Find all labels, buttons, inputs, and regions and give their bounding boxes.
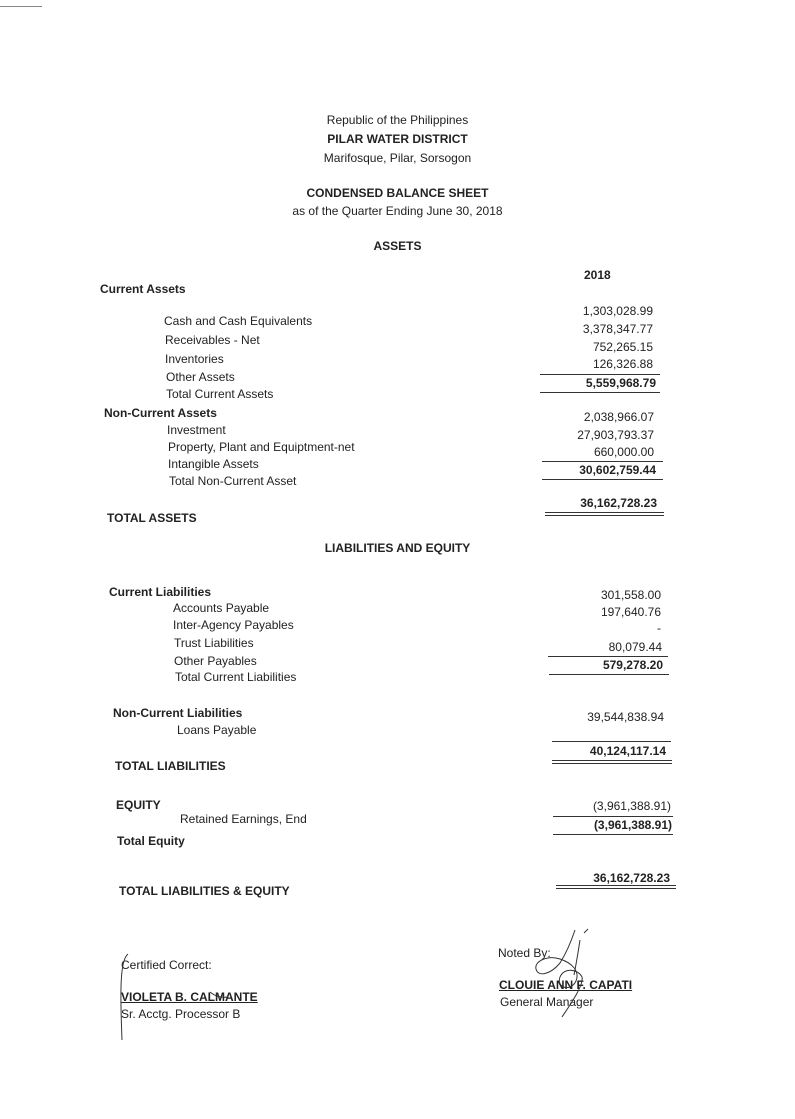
certified-signature-bracket	[110, 950, 260, 1045]
total-double-rule	[552, 760, 672, 764]
liability-value-trust: -	[657, 621, 661, 635]
asset-value-receivables: 3,378,347.77	[582, 322, 653, 336]
asset-value-ppe: 27,903,793.37	[577, 428, 654, 442]
subtotal-rule	[540, 374, 660, 375]
subtotal-rule	[553, 816, 673, 817]
total-current-assets-label: Total Current Assets	[166, 387, 274, 401]
noncurrent-liabilities-heading: Non-Current Liabilities	[113, 706, 243, 720]
subtotal-rule	[548, 656, 668, 657]
certified-signatory-title: Sr. Acctg. Processor B	[121, 1007, 241, 1021]
total-noncurrent-assets-value: 30,602,759.44	[579, 463, 656, 477]
org-name: PILAR WATER DISTRICT	[327, 132, 468, 146]
total-liabilities-value: 40,124,117.14	[589, 744, 666, 758]
total-equity-label: Total Equity	[117, 834, 185, 848]
year-header: 2018	[584, 268, 611, 282]
certified-signatory-name: VIOLETA B. CALMANTE	[121, 990, 258, 1004]
asset-label-receivables: Receivables - Net	[165, 333, 260, 347]
total-current-liabilities-label: Total Current Liabilities	[175, 670, 297, 684]
assets-heading: ASSETS	[373, 239, 422, 253]
current-liabilities-heading: Current Liabilities	[109, 585, 212, 599]
equity-label-retained: Retained Earnings, End	[180, 812, 307, 826]
current-assets-heading: Current Assets	[100, 282, 186, 296]
asset-value-cash: 1,303,028.99	[582, 304, 653, 318]
asset-label-intangible: Intangible Assets	[168, 457, 259, 471]
total-assets-label: TOTAL ASSETS	[107, 511, 197, 525]
asset-label-other: Other Assets	[166, 370, 235, 384]
liability-value-other-payables: 80,079.44	[608, 640, 662, 654]
liability-value-inter-agency: 197,640.76	[600, 605, 661, 619]
total-liabilities-equity-value: 36,162,728.23	[593, 871, 670, 885]
asset-label-inventories: Inventories	[165, 352, 224, 366]
asset-value-other: 126,326.88	[592, 357, 653, 371]
liability-label-loans: Loans Payable	[177, 723, 257, 737]
org-address: Marifosque, Pilar, Sorsogon	[323, 151, 472, 165]
subtotal-rule	[542, 461, 663, 462]
subtotal-underline	[542, 479, 663, 480]
document-title: CONDENSED BALANCE SHEET	[306, 186, 489, 200]
equity-heading: EQUITY	[116, 798, 161, 812]
liabilities-equity-heading: LIABILITIES AND EQUITY	[324, 541, 471, 555]
liability-value-accounts-payable: 301,558.00	[600, 588, 661, 602]
total-assets-value: 36,162,728.23	[580, 496, 657, 510]
total-liabilities-label: TOTAL LIABILITIES	[115, 759, 226, 773]
asset-label-investment: Investment	[167, 423, 226, 437]
asset-value-inventories: 752,265.15	[592, 340, 653, 354]
liability-label-trust: Trust Liabilities	[174, 636, 254, 650]
total-noncurrent-assets-label: Total Non-Current Asset	[169, 474, 297, 488]
subtotal-underline	[553, 834, 673, 835]
document-subtitle: as of the Quarter Ending June 30, 2018	[292, 204, 503, 218]
header-line1: Republic of the Philippines	[326, 113, 469, 127]
manager-signature	[520, 925, 610, 1025]
total-current-assets-value: 5,559,968.79	[585, 376, 656, 390]
liability-label-other-payables: Other Payables	[174, 654, 257, 668]
asset-label-cash: Cash and Cash Equivalents	[164, 314, 313, 328]
liability-value-loans: 39,544,838.94	[587, 710, 664, 724]
noted-signatory-title: General Manager	[500, 995, 594, 1009]
certified-correct-label: Certified Correct:	[121, 958, 212, 972]
asset-value-intangible: 660,000.00	[593, 445, 654, 459]
noncurrent-assets-heading: Non-Current Assets	[104, 406, 217, 420]
noted-signatory-name: CLOUIE ANN F. CAPATI	[499, 978, 633, 992]
total-double-rule	[556, 885, 676, 889]
liability-label-accounts-payable: Accounts Payable	[173, 601, 270, 615]
noted-by-label: Noted By:	[498, 946, 551, 960]
equity-value-retained: (3,961,388.91)	[592, 799, 671, 813]
total-current-liabilities-value: 579,278.20	[602, 658, 663, 672]
asset-label-ppe: Property, Plant and Equiptment-net	[168, 440, 355, 454]
total-equity-value: (3,961,388.91)	[593, 818, 672, 832]
scan-edge-mark	[0, 6, 42, 7]
total-double-rule	[545, 512, 664, 516]
subtotal-underline	[549, 674, 669, 675]
subtotal-underline	[540, 392, 660, 393]
subtotal-rule	[552, 741, 671, 742]
total-liabilities-equity-label: TOTAL LIABILITIES & EQUITY	[119, 884, 290, 898]
liability-label-inter-agency: Inter-Agency Payables	[173, 618, 294, 632]
asset-value-investment: 2,038,966.07	[583, 410, 654, 424]
